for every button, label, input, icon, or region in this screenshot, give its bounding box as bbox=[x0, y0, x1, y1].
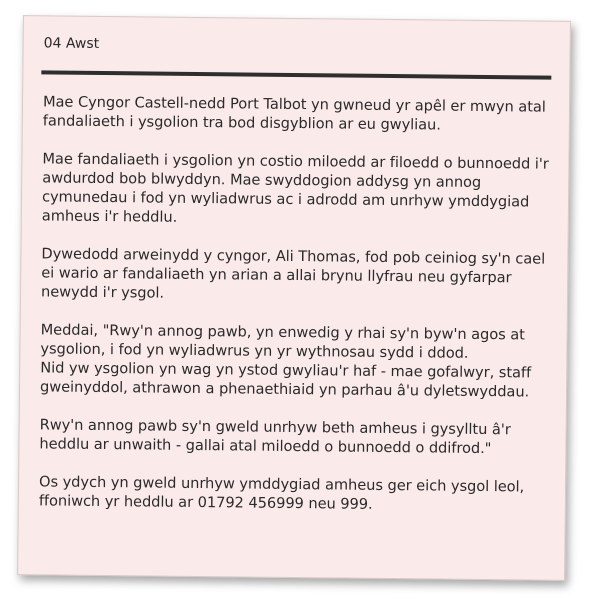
news-clipping bbox=[17, 15, 571, 581]
paragraph-2: Mae fandaliaeth i ysgolion yn costio miloedd ar filoedd o bunnoedd i'r awdurdod bob blwyddyn. Mae swyddogion addysg yn annog cymunedau i fod yn wyliadwrus ac i adrodd am unrhyw ymddygiad amheus i'r heddlu. bbox=[41, 150, 549, 226]
paragraph-1: Mae Cyngor Castell-nedd Port Talbot yn gwneud yr apêl er mwyn atal fandaliaeth i ysgolion tra bod disgyblion ar eu gwyliau. bbox=[42, 93, 546, 134]
paragraph-6: Os ydych yn gweld unrhyw ymddygiad amheus ger eich ysgol leol, ffoniwch yr heddlu ar 01792 456999 neu 999. bbox=[38, 473, 525, 513]
article-date: 04 Awst bbox=[43, 35, 100, 52]
paragraph-4: Meddai, "Rwy'n annog pawb, yn enwedig y rhai sy'n byw'n agos at ysgolion, i fod yn wyliadwrus yn yr wythnosau sydd i ddod. Nid yw ysgolion yn wag yn ystod gwyliau'r haf - mae gofalwyr, staff gweinyddol, athrawon a phenaethiaid yn parhau â'u dyletswyddau. bbox=[39, 321, 532, 401]
header-divider bbox=[41, 70, 551, 79]
paragraph-3: Dywedodd arweinydd y cyngor, Ali Thomas, fod pob ceiniog sy'n cael ei wario ar fandaliaeth yn arian a allai brynu llyfrau neu gyfarpar newydd i'r ysgol. bbox=[40, 245, 546, 302]
paragraph-5: Rwy'n annog pawb sy'n gweld unrhyw beth amheus i gysylltu â'r heddlu ar unwaith - gallai atal miloedd o bunnoedd o ddifrod." bbox=[39, 416, 511, 458]
article-body bbox=[37, 92, 551, 515]
